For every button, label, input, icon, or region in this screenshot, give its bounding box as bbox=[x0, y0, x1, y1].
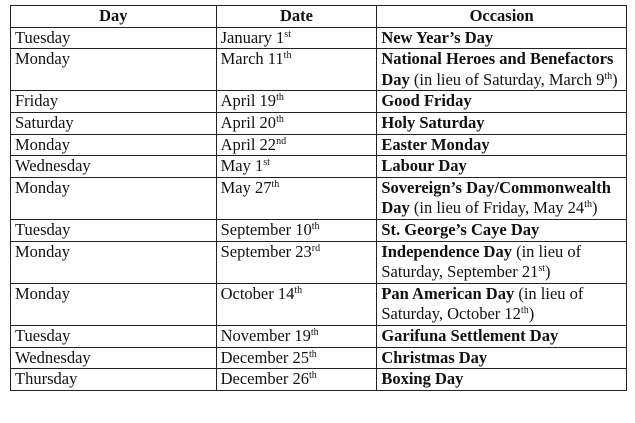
day-cell: Wednesday bbox=[11, 156, 217, 178]
occasion-note: (in lieu of Friday, May 24 bbox=[409, 198, 585, 218]
occasion-title: Pan American Day bbox=[381, 283, 515, 303]
date-suffix: nd bbox=[276, 135, 287, 147]
date-text: December 26 bbox=[220, 369, 310, 389]
date-suffix: th bbox=[276, 92, 284, 104]
day-cell: Friday bbox=[11, 91, 217, 113]
date-cell bbox=[216, 177, 377, 219]
date-text: October 14 bbox=[220, 283, 295, 303]
table-row bbox=[11, 91, 627, 113]
day-cell: Monday bbox=[11, 134, 217, 156]
date-suffix: th bbox=[310, 326, 319, 338]
occasion-title: Independence Day bbox=[381, 241, 512, 261]
occasion-note-end: ) bbox=[545, 262, 551, 282]
table-row bbox=[11, 283, 627, 325]
table-row bbox=[11, 156, 627, 178]
occasion-title: Sovereign’s Day/Commonwealth Day bbox=[381, 177, 611, 218]
occasion-cell bbox=[377, 369, 627, 391]
date-text: December 25 bbox=[220, 347, 310, 367]
table-row bbox=[11, 241, 627, 283]
date-text: April 22 bbox=[220, 134, 277, 154]
date-cell bbox=[216, 347, 377, 369]
date-suffix: rd bbox=[311, 242, 321, 254]
occasion-cell bbox=[377, 219, 627, 241]
date-cell bbox=[216, 283, 377, 325]
day-cell: Monday bbox=[11, 49, 217, 91]
occasion-cell bbox=[377, 241, 627, 283]
date-text: November 19 bbox=[220, 325, 311, 345]
date-suffix: th bbox=[283, 50, 292, 62]
date-suffix: th bbox=[276, 113, 284, 125]
occasion-title: Easter Monday bbox=[381, 134, 490, 154]
header-date: Date bbox=[216, 6, 377, 28]
occasion-title: National Heroes and Benefactors Day bbox=[381, 49, 614, 89]
day-cell: Tuesday bbox=[11, 325, 217, 347]
table-row bbox=[11, 134, 627, 156]
date-text: September 23 bbox=[220, 241, 312, 261]
date-cell bbox=[216, 156, 377, 178]
occasion-note-end: ) bbox=[528, 304, 535, 324]
header-row bbox=[11, 6, 627, 28]
occasion-cell bbox=[377, 177, 627, 219]
occasion-title: Labour Day bbox=[381, 156, 467, 176]
date-cell bbox=[216, 134, 377, 156]
occasion-title: Christmas Day bbox=[381, 347, 488, 367]
date-suffix: th bbox=[311, 220, 320, 232]
occasion-note: (in lieu of Saturday, October 12 bbox=[381, 283, 584, 324]
table-row bbox=[11, 27, 627, 49]
table-row bbox=[11, 219, 627, 241]
date-suffix: th bbox=[271, 178, 280, 190]
day-cell: Tuesday bbox=[11, 27, 217, 49]
occasion-note-suffix: th bbox=[584, 199, 592, 211]
date-text: May 1 bbox=[220, 156, 264, 176]
date-cell bbox=[216, 219, 377, 241]
day-cell: Tuesday bbox=[11, 219, 217, 241]
date-text: April 19 bbox=[220, 91, 277, 111]
holidays-table bbox=[10, 5, 627, 391]
date-cell bbox=[216, 91, 377, 113]
date-cell bbox=[216, 369, 377, 391]
date-suffix: st bbox=[263, 157, 270, 169]
day-cell: Thursday bbox=[11, 369, 217, 391]
date-cell bbox=[216, 112, 377, 134]
day-cell: Wednesday bbox=[11, 347, 217, 369]
occasion-cell bbox=[377, 283, 627, 325]
occasion-title: Boxing Day bbox=[381, 369, 464, 389]
occasion-note-suffix: th bbox=[520, 305, 529, 317]
date-text: April 20 bbox=[220, 112, 277, 132]
date-suffix: th bbox=[294, 284, 303, 296]
header-occasion: Occasion bbox=[377, 6, 627, 28]
occasion-note-end: ) bbox=[591, 198, 598, 218]
occasion-cell bbox=[377, 156, 627, 178]
date-suffix: th bbox=[309, 370, 317, 382]
occasion-title: Good Friday bbox=[381, 91, 472, 111]
day-cell: Monday bbox=[11, 283, 217, 325]
day-cell: Monday bbox=[11, 177, 217, 219]
date-suffix: th bbox=[309, 348, 317, 360]
occasion-cell bbox=[377, 347, 627, 369]
table-row bbox=[11, 369, 627, 391]
date-suffix: st bbox=[284, 28, 291, 40]
occasion-title: New Year’s Day bbox=[381, 27, 494, 47]
occasion-title: Holy Saturday bbox=[381, 112, 485, 132]
occasion-cell bbox=[377, 325, 627, 347]
occasion-cell bbox=[377, 134, 627, 156]
occasion-cell bbox=[377, 49, 627, 91]
occasion-cell bbox=[377, 91, 627, 113]
day-cell: Monday bbox=[11, 241, 217, 283]
date-cell bbox=[216, 241, 377, 283]
header-day: Day bbox=[11, 6, 217, 28]
occasion-note-suffix: st bbox=[538, 263, 546, 275]
occasion-cell bbox=[377, 27, 627, 49]
occasion-note-end: ) bbox=[612, 69, 618, 89]
date-cell bbox=[216, 27, 377, 49]
day-cell: Saturday bbox=[11, 112, 217, 134]
date-cell bbox=[216, 49, 377, 91]
occasion-note: (in lieu of Saturday, September 21 bbox=[381, 241, 582, 282]
date-text: January 1 bbox=[220, 27, 285, 47]
occasion-title: Garifuna Settlement Day bbox=[381, 325, 559, 345]
table-row bbox=[11, 347, 627, 369]
date-text: September 10 bbox=[220, 219, 312, 239]
table-row bbox=[11, 325, 627, 347]
occasion-cell bbox=[377, 112, 627, 134]
occasion-note: (in lieu of Saturday, March 9 bbox=[409, 69, 605, 89]
occasion-title: St. George’s Caye Day bbox=[381, 219, 540, 239]
occasion-note-suffix: th bbox=[604, 70, 613, 82]
date-text: May 27 bbox=[220, 177, 272, 197]
date-text: March 11 bbox=[220, 49, 284, 69]
date-cell bbox=[216, 325, 377, 347]
table-row bbox=[11, 177, 627, 219]
table-row bbox=[11, 112, 627, 134]
table-row bbox=[11, 49, 627, 91]
